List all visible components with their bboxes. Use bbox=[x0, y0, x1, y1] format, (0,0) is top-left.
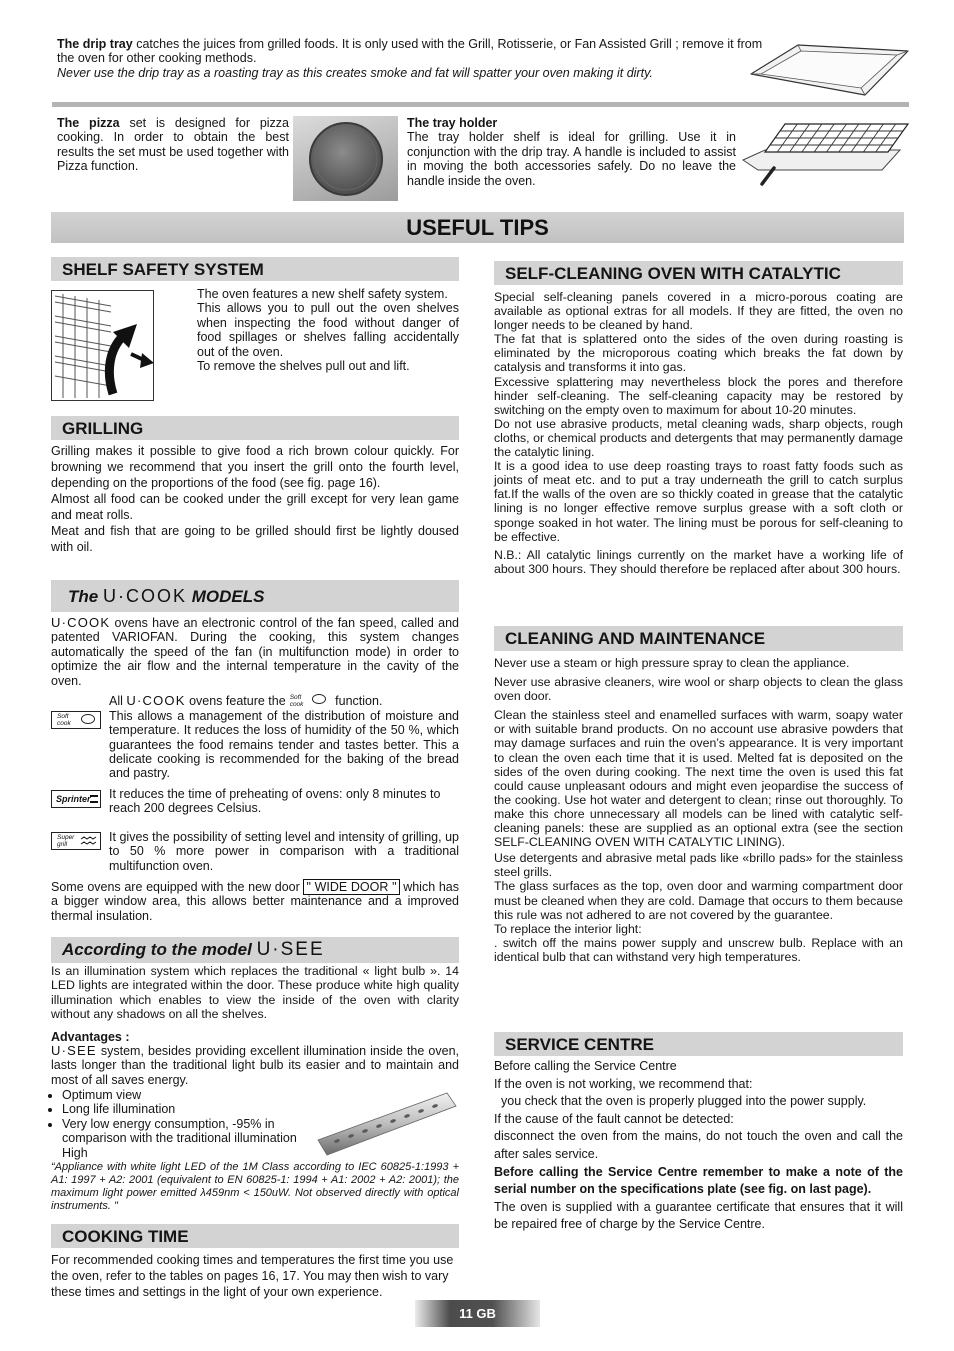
service-paragraph: If the cause of the fault cannot be detected: bbox=[494, 1111, 734, 1126]
usee-intro: Is an illumination system which replaces the traditional « light bulb ». 14 LED lights are integrated within the door. These produce white high quality illumination which enables to view the inside of the oven with clarity without any shadows on all the shelves. bbox=[51, 964, 459, 1022]
service-paragraph: If the oven is not working, we recommend that: bbox=[494, 1076, 753, 1091]
pizza-text: set is designed for pizza cooking. In order to obtain the best results the set must be used together with Pizza function. bbox=[57, 116, 289, 174]
service-paragraph: disconnect the oven from the mains, do not touch the oven and call the after sales service. bbox=[494, 1129, 903, 1161]
catalytic-text bbox=[494, 290, 903, 576]
page-number: 11 GB bbox=[415, 1300, 540, 1327]
wide-door-text bbox=[51, 880, 459, 923]
grilling-paragraph: Grilling makes it possible to give food a rich brown colour quickly. For browning we recommend that you insert the grill onto the fourth level, depending on the proportions of the food (see fig. page 16). bbox=[51, 444, 459, 490]
super-grill-icon-label: Super grill bbox=[57, 834, 75, 848]
advantages-text bbox=[51, 1044, 459, 1087]
catalytic-paragraph: Special self-cleaning panels covered in a micro-porous coating are available as optional extras for all models. If they are fitted, the oven no longer needs to be cleaned by hand. bbox=[494, 290, 903, 333]
grilling-paragraph: Meat and fish that are going to be grilled should first be lightly doused with oil. bbox=[51, 524, 459, 554]
cooking-time-text: For recommended cooking times and temperatures the first time you use the oven, refer to the tables on pages 16, 17. You may then wish to vary these times and settings in the light of your own experience. bbox=[51, 1253, 454, 1299]
shelf-safety-text bbox=[197, 287, 459, 373]
drip-tray-text: catches the juices from grilled foods. It is only used with the Grill, Rotisserie, or Fan Assisted Grill ; remove it from the oven for other cooking methods. bbox=[57, 37, 763, 66]
service-paragraph: you check that the oven is properly plugged into the power supply. bbox=[501, 1094, 867, 1109]
advantages-label: Advantages : bbox=[51, 1030, 130, 1044]
catalytic-paragraph: N.B.: All catalytic linings currently on the market have a working life of about 300 hours. They should therefore be replaced after about 300 hours. bbox=[494, 547, 903, 576]
cleaning-paragraph: The glass surfaces as the top, oven door and warming compartment door must be cleaned when they are cold. Damage that occurs to them because this rule was not adhered to are not covered by the guarantee. bbox=[494, 879, 903, 922]
drip-tray-description bbox=[57, 37, 777, 80]
wide-door-label: " WIDE DOOR " bbox=[303, 879, 399, 895]
tray-holder-text: The tray holder shelf is ideal for grilling. Use it in conjunction with the drip tray. A handle is included to assist in moving the both accessories safely. Do no leave the handle inside the oven. bbox=[407, 130, 736, 188]
soft-cook-middle: ovens feature the bbox=[189, 694, 286, 708]
cleaning-paragraph: Never use a steam or high pressure spray to clean the appliance. bbox=[494, 656, 850, 670]
soft-cook-after: function. bbox=[335, 694, 383, 708]
service-closing: The oven is supplied with a guarantee certificate that ensures that it will be repaired free of charge by the Service Centre. bbox=[494, 1199, 903, 1232]
soft-cook-icon bbox=[51, 711, 101, 729]
drip-tray-warning: Never use the drip tray as a roasting tray as this creates smoke and fat will spatter your oven making it dirty. bbox=[57, 65, 653, 80]
sprinter-text: It reduces the time of preheating of ovens: only 8 minutes to reach 200 degrees Celsius. bbox=[109, 787, 441, 816]
cleaning-paragraph: Never use abrasive cleaners, wire wool or sharp objects to clean the glass oven door. bbox=[494, 675, 903, 704]
pizza-set-image bbox=[293, 116, 398, 201]
list-item: • Optimum view bbox=[62, 1088, 309, 1102]
section-divider bbox=[52, 102, 909, 107]
ucook-intro-text: ovens have an electronic control of the fan speed, called and patented VARIOFAN. During the cooking, this system changes automatically the speed of the fan (in multifunction mode) in order to optimize the air flow and the internal temperature in the cavity of the oven. bbox=[51, 616, 459, 688]
pizza-lead: The pizza bbox=[57, 116, 120, 130]
service-centre-heading: SERVICE CENTRE bbox=[494, 1032, 903, 1056]
usee-logo: U·SEE bbox=[256, 939, 325, 960]
ucook-logo: U·COOK bbox=[126, 693, 186, 708]
service-centre-text bbox=[494, 1058, 903, 1234]
cooking-time-heading: COOKING TIME bbox=[51, 1224, 459, 1248]
shelf-safety-image bbox=[51, 290, 154, 401]
soft-cook-icon-label: Soft cook bbox=[57, 713, 71, 727]
ucook-intro bbox=[51, 616, 459, 688]
list-item: • Long life illumination bbox=[62, 1102, 309, 1116]
led-strip-image bbox=[315, 1090, 459, 1158]
cleaning-paragraph: To replace the interior light: bbox=[494, 921, 642, 936]
tray-holder-description bbox=[407, 116, 736, 188]
soft-cook-lead bbox=[109, 694, 459, 709]
wide-door-after: which has a bigger window area, this allows better maintenance and a improved thermal insulation. bbox=[51, 880, 459, 923]
pizza-set-description bbox=[57, 116, 289, 174]
tray-holder-title: The tray holder bbox=[407, 116, 498, 130]
cleaning-paragraph: Use detergents and abrasive metal pads like «brillo pads» for the stainless steel grills. bbox=[494, 851, 903, 880]
shelf-safety-paragraph: To remove the shelves pull out and lift. bbox=[197, 359, 410, 374]
speed-lines-icon bbox=[90, 795, 98, 803]
ucook-models-heading bbox=[51, 580, 459, 612]
cleaning-paragraph: Clean the stainless steel and enamelled surfaces with warm, soapy water or with suitable brand products. On no account use abrasive powders that may damage surfaces and ruin the oven’s appearance. It is very important to clean the oven each time that it is used. Melted fat is deposited on the sides of the oven during cooking. The next time the oven is used this fat could cause unpleasant odours and might even jeopardise the success of the cooking. Use hot water and detergent to clean; rinse out thoroughly. To make this chore unnecessary all models can be lined with catalytic self-cleaning panels: these are supplied as an optional extra (see the section SELF-CLEANING OVEN WITH CATALYTIC LINING). bbox=[494, 708, 903, 850]
ucook-heading-prefix: The bbox=[68, 587, 99, 606]
catalytic-paragraph: Do not use abrasive products, metal cleaning wads, sharp objects, rough cloths, or chemical products and detergents that may permanently damage the catalytic lining. bbox=[494, 416, 903, 460]
wide-door-before: Some ovens are equipped with the new door bbox=[51, 880, 300, 894]
cleaning-paragraph: . switch off the mains power supply and unscrew bulb. Replace with an identical bulb that can withstand very high temperatures. bbox=[494, 935, 903, 964]
shelf-safety-paragraph: This allows you to pull out the oven shelves when inspecting the food without danger of food spillages or shelves falling accidentally out of the oven. bbox=[197, 301, 459, 359]
advantages-description: system, besides providing excellent illumination inside the oven, lasts longer than the traditional light bulb its easier and to maintain and most of all saves energy. bbox=[51, 1044, 459, 1087]
tray-holder-image bbox=[740, 118, 910, 188]
drip-tray-lead: The drip tray bbox=[57, 37, 133, 51]
grill-zigzag-icon bbox=[80, 836, 98, 846]
shelf-safety-paragraph: The oven features a new shelf safety system. bbox=[197, 287, 448, 301]
catalytic-heading: SELF-CLEANING OVEN WITH CATALYTIC bbox=[494, 261, 903, 285]
super-grill-text: It gives the possibility of setting level and intensity of grilling, up to 50 % more power in comparison with a traditional multifunction oven. bbox=[109, 830, 459, 873]
led-class-note: “Appliance with white light LED of the 1M Class according to IEC 60825-1:1993 + A1: 1997 + A2: 2001 (equivalent to EN 60825-1: 1994 + A1: 2002 + A2: 2001); the maximum light power emitted λ459nm < 150uW. Not observed directly with optical instruments. " bbox=[51, 1161, 459, 1212]
catalytic-paragraph: It is a good idea to use deep roasting trays to roast fatty foods such as joints of meat etc. and to put a tray underneath the grill to catch surplus fat.If the walls of the oven are so thickly coated in grease that the catalytic lining is no longer effective remove surplus grease with a soft cloth or sponge soaked in hot water. The lining must be porous for self-cleaning to be effective. bbox=[494, 459, 903, 544]
usee-logo: U·SEE bbox=[51, 1043, 97, 1058]
drip-tray-image bbox=[748, 42, 910, 98]
cleaning-text bbox=[494, 656, 903, 964]
usee-heading-text: According to the model bbox=[62, 940, 252, 959]
grilling-paragraph: Almost all food can be cooked under the grill except for very lean game and meat rolls. bbox=[51, 492, 459, 522]
grilling-heading: GRILLING bbox=[51, 416, 459, 440]
service-note: Before calling the Service Centre remember to make a note of the serial number on the specifications plate (see fig. on last page). bbox=[494, 1164, 903, 1197]
usee-heading bbox=[51, 937, 459, 963]
super-grill-icon bbox=[51, 832, 101, 850]
bubble-icon bbox=[312, 694, 326, 704]
soft-cook-text bbox=[109, 694, 459, 780]
advantages-list bbox=[51, 1088, 309, 1160]
catalytic-paragraph: Excessive splattering may nevertheless block the pores and therefore hinder self-cleaning. The self-cleaning capacity may be restored by switching on the empty oven to maximum for about 10-20 minutes. bbox=[494, 374, 903, 417]
shelf-safety-heading: SHELF SAFETY SYSTEM bbox=[51, 257, 459, 281]
page-title: USEFUL TIPS bbox=[51, 212, 904, 243]
grilling-text bbox=[51, 443, 459, 555]
service-paragraph: Before calling the Service Centre bbox=[494, 1059, 677, 1073]
sprinter-icon bbox=[51, 790, 101, 808]
soft-cook-description: This allows a management of the distribution of moisture and temperature. It reduces the loss of humidity of the 50 %, which guarantees the food remains tender and tastes better. This a delicate cooking is recommended for the baking of the bread and pastry. bbox=[109, 709, 459, 781]
soft-cook-inline-label: Soft cook bbox=[289, 694, 304, 708]
list-item: • Very low energy consumption, -95% in comparison with the traditional illumination High bbox=[62, 1117, 309, 1160]
bubble-icon bbox=[81, 714, 95, 724]
cleaning-heading: CLEANING AND MAINTENANCE bbox=[494, 626, 903, 651]
soft-cook-inline-icon bbox=[288, 694, 330, 709]
catalytic-paragraph: The fat that is splattered onto the sides of the oven during roasting is eliminated by the microporous coating which breaks the fat down by catalysis and transforms it into gas. bbox=[494, 332, 903, 375]
soft-cook-before: All bbox=[109, 694, 123, 708]
ucook-logo: U·COOK bbox=[102, 586, 187, 606]
sprinter-icon-label: Sprinter bbox=[56, 794, 91, 804]
drip-tray-paragraph bbox=[57, 37, 777, 66]
ucook-heading-suffix: MODELS bbox=[191, 587, 265, 606]
ucook-logo: U·COOK bbox=[51, 615, 111, 630]
